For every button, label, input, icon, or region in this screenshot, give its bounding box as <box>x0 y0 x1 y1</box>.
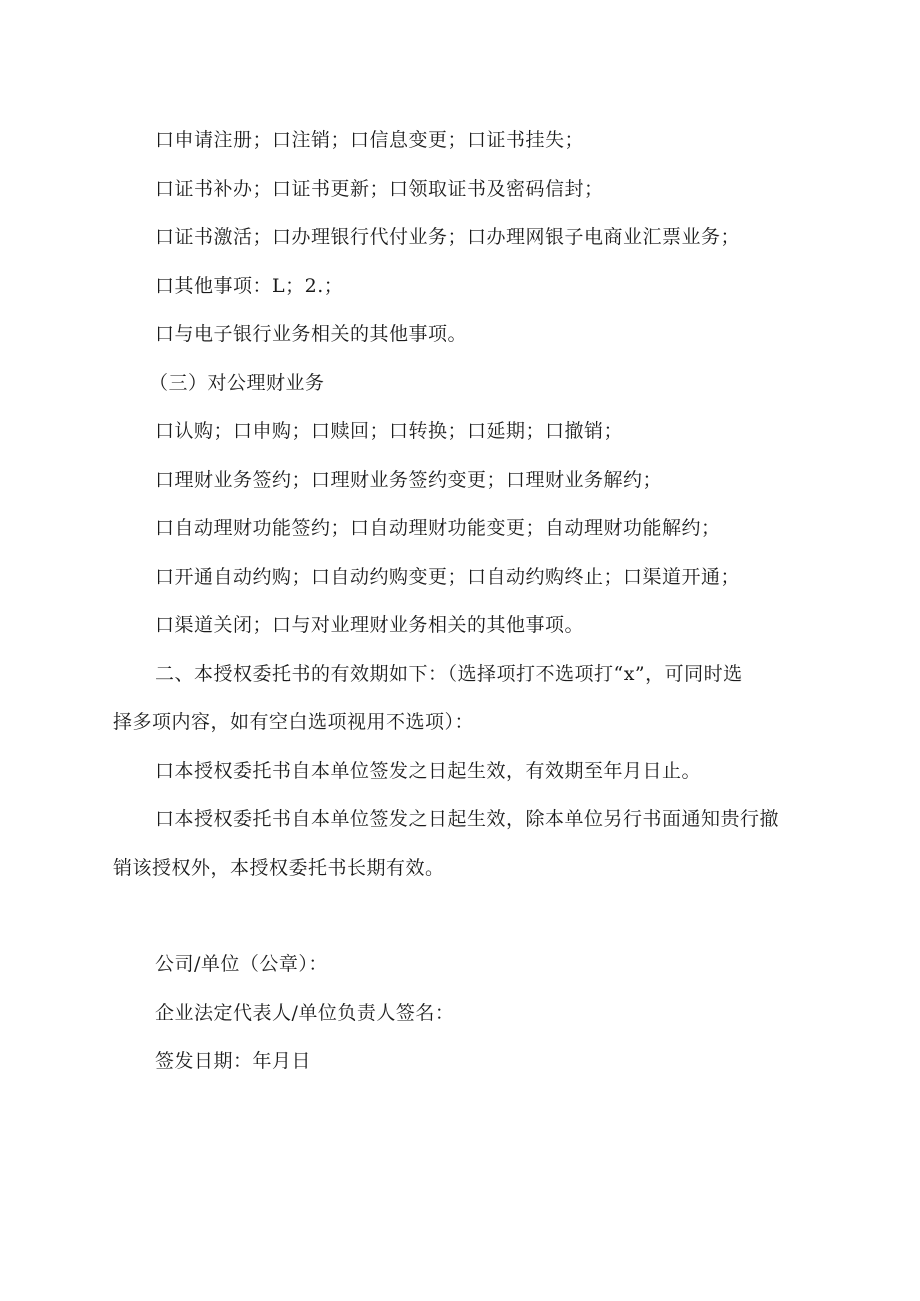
signature-company: 公司/单位（公章）： <box>155 953 328 975</box>
validity-option-long-line2: 销该授权外，本授权委托书长期有效。 <box>113 857 445 879</box>
option-line-other: 口其他事项：L；2.； <box>155 275 344 297</box>
option-line-channel: 口渠道关闭；口与对业理财业务相关的其他事项。 <box>155 614 585 636</box>
option-line-ebank-other: 口与电子银行业务相关的其他事项。 <box>155 323 468 345</box>
option-line-certificate: 口证书补办；口证书更新；口领取证书及密码信封； <box>155 178 604 200</box>
validity-option-fixed: 口本授权委托书自本单位签发之日起生效，有效期至年月日止。 <box>155 760 702 782</box>
option-line-activation: 口证书激活；口办理银行代付业务；口办理网银子电商业汇票业务； <box>155 226 741 248</box>
option-line-auto-purchase: 口开通自动约购；口自动约购变更；口自动约购终止；口渠道开通； <box>155 566 741 588</box>
option-line-purchase: 口认购；口申购；口赎回；口转换；口延期；口撤销； <box>155 420 624 442</box>
signature-representative: 企业法定代表人/单位负责人签名： <box>155 1002 455 1024</box>
option-line-registration: 口申请注册；口注销；口信息变更；口证书挂失； <box>155 129 585 151</box>
validity-option-long-line1: 口本授权委托书自本单位签发之日起生效，除本单位另行书面通知贵行撤 <box>155 808 780 830</box>
validity-paragraph-line1: 二、本授权委托书的有效期如下：（选择项打不选项打“x”，可同时选 <box>155 663 743 685</box>
section-heading-wealth: （三）对公理财业务 <box>149 372 325 394</box>
signature-date: 签发日期：年月日 <box>155 1050 312 1072</box>
option-line-auto-wealth: 口自动理财功能签约；口自动理财功能变更；自动理财功能解约； <box>155 517 721 539</box>
validity-paragraph-line2: 择多项内容，如有空白选项视用不选项）： <box>113 711 475 733</box>
option-line-wealth-sign: 口理财业务签约；口理财业务签约变更；口理财业务解约； <box>155 469 663 491</box>
